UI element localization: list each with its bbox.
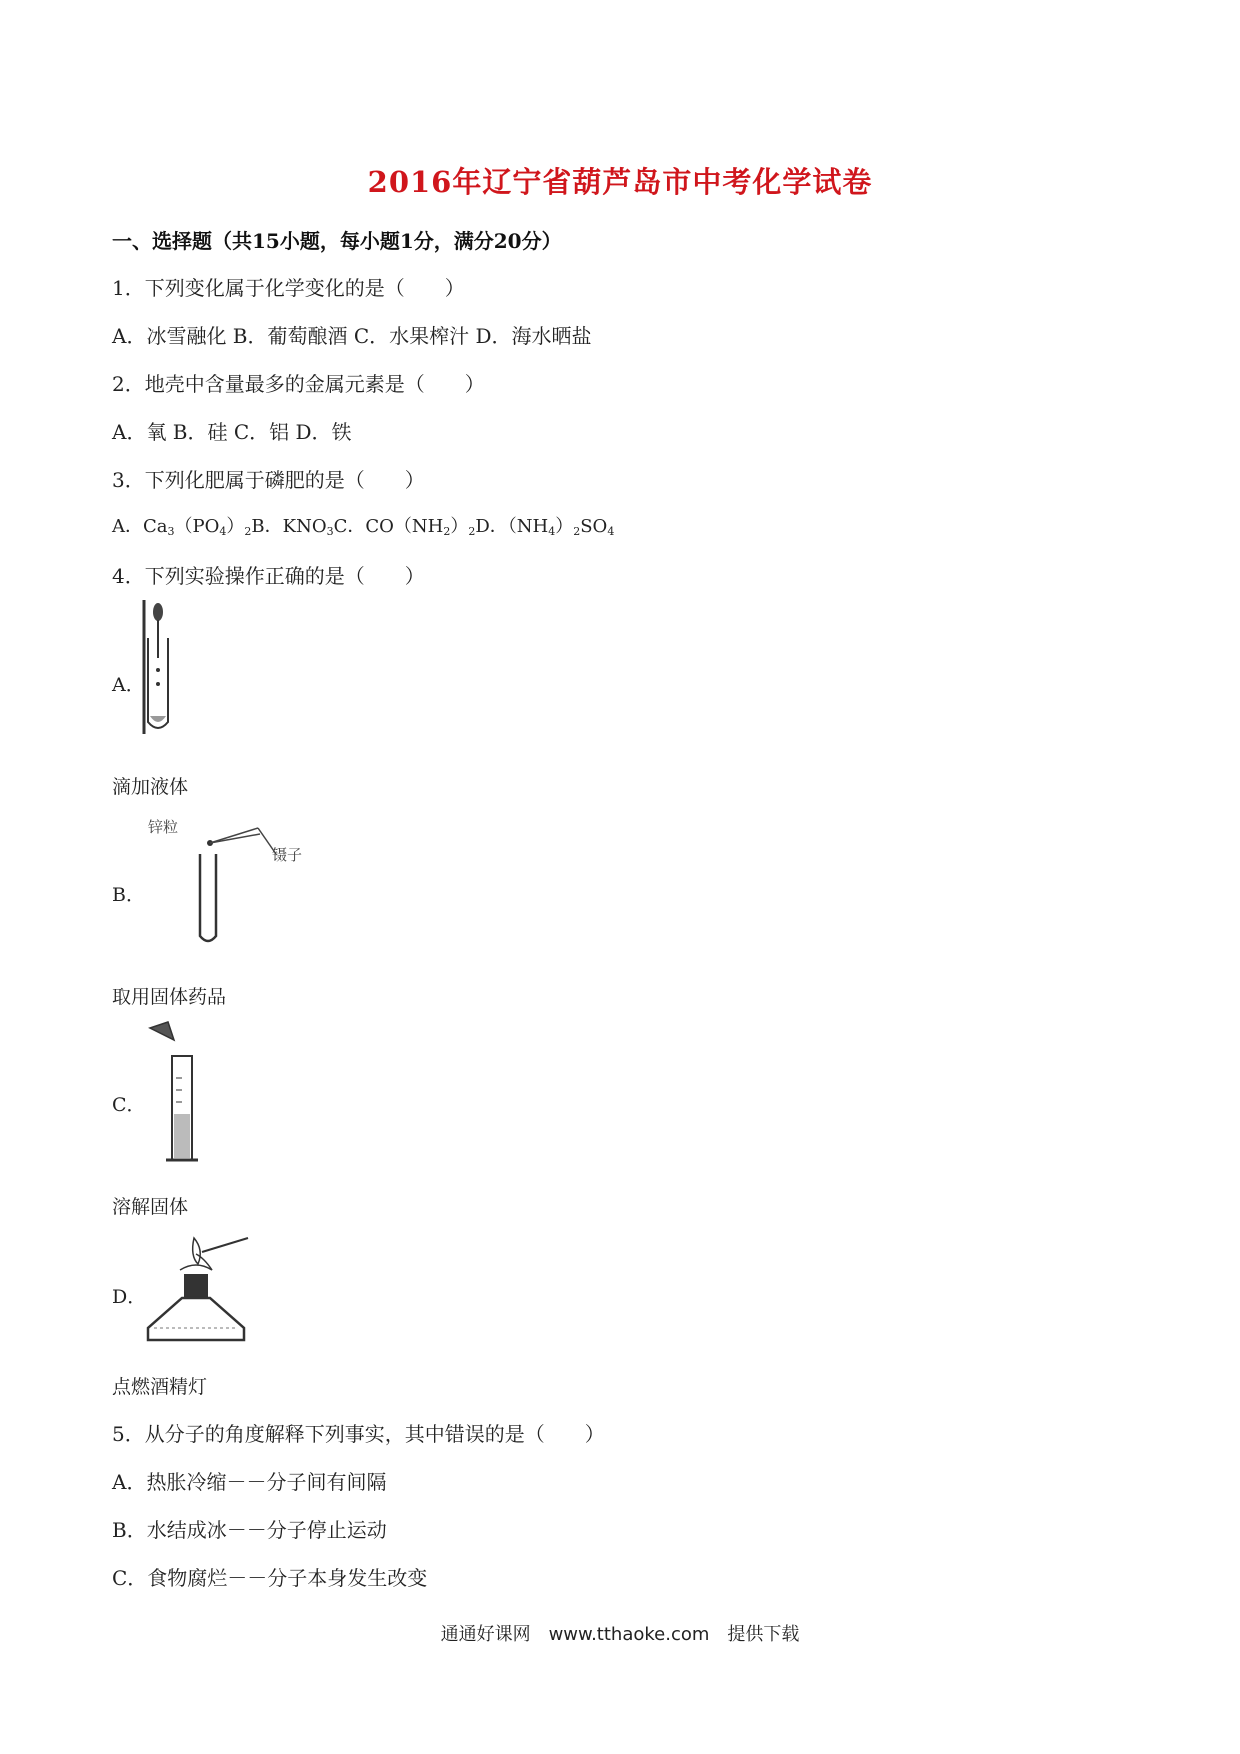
page-title: 2016年辽宁省葫芦岛市中考化学试卷 bbox=[367, 165, 873, 199]
section-heading: 一、选择题（共15小题，每小题1分，满分20分） bbox=[112, 229, 562, 253]
q4-option-c-letter: C． bbox=[112, 1094, 146, 1116]
alcohol-lamp-figure bbox=[144, 1230, 254, 1350]
q4-option-d-letter: D． bbox=[112, 1286, 147, 1308]
question-3-stem: 3．下列化肥属于磷肥的是（ ） bbox=[112, 468, 425, 492]
q3-opt-d-part: SO bbox=[580, 516, 608, 537]
question-5-stem: 5．从分子的角度解释下列事实，其中错误的是（ ） bbox=[112, 1422, 605, 1446]
q4-option-b-letter: B． bbox=[112, 884, 145, 906]
q3-sub: 2 bbox=[244, 525, 252, 538]
q3-opt-a-part: A．Ca bbox=[112, 516, 168, 537]
q3-sub: 4 bbox=[548, 525, 556, 538]
question-5-option-a: A．热胀冷缩－－分子间有间隔 bbox=[112, 1470, 387, 1494]
q4-option-a-caption: 滴加液体 bbox=[112, 776, 189, 798]
question-1-stem: 1．下列变化属于化学变化的是（ ） bbox=[112, 276, 465, 300]
q3-opt-a-part: ） bbox=[226, 516, 245, 537]
question-2-options: A．氧 B．硅 C．铝 D．铁 bbox=[112, 420, 352, 444]
q3-sub: 3 bbox=[167, 525, 175, 538]
q3-opt-c-part: ） bbox=[450, 516, 469, 537]
q4-option-a-letter: A． bbox=[112, 674, 145, 696]
q3-opt-c-part: C．CO（NH bbox=[333, 516, 444, 537]
q4-option-d-caption: 点燃酒精灯 bbox=[112, 1376, 208, 1398]
q3-sub: 4 bbox=[219, 525, 227, 538]
q3-sub: 3 bbox=[326, 525, 334, 538]
dropper-figure bbox=[138, 598, 188, 738]
q3-opt-b-part: B．KNO bbox=[251, 516, 327, 537]
q3-sub: 2 bbox=[573, 525, 581, 538]
q3-opt-a-part: （PO bbox=[174, 516, 220, 537]
question-5-option-c: C．食物腐烂－－分子本身发生改变 bbox=[112, 1566, 428, 1590]
tweezers-label: 镊子 bbox=[272, 846, 303, 864]
question-5-option-b: B．水结成冰－－分子停止运动 bbox=[112, 1518, 387, 1542]
question-2-stem: 2．地壳中含量最多的金属元素是（ ） bbox=[112, 372, 485, 396]
question-4-stem: 4．下列实验操作正确的是（ ） bbox=[112, 564, 425, 588]
question-1-options: A．冰雪融化 B．葡萄酿酒 C．水果榨汁 D．海水晒盐 bbox=[112, 324, 592, 348]
q3-opt-d-part: D．（NH bbox=[475, 516, 549, 537]
zinc-label: 锌粒 bbox=[148, 818, 179, 836]
q3-sub: 2 bbox=[443, 525, 451, 538]
q3-sub: 2 bbox=[468, 525, 476, 538]
page-footer: 通通好课网 www.tthaoke.com 提供下载 bbox=[440, 1624, 800, 1645]
q3-opt-d-part: ） bbox=[555, 516, 574, 537]
q3-sub: 4 bbox=[607, 525, 615, 538]
cylinder-figure bbox=[140, 1018, 210, 1168]
question-3-options bbox=[112, 512, 614, 538]
q4-option-c-caption: 溶解固体 bbox=[112, 1196, 189, 1218]
q4-option-b-caption: 取用固体药品 bbox=[112, 986, 227, 1008]
